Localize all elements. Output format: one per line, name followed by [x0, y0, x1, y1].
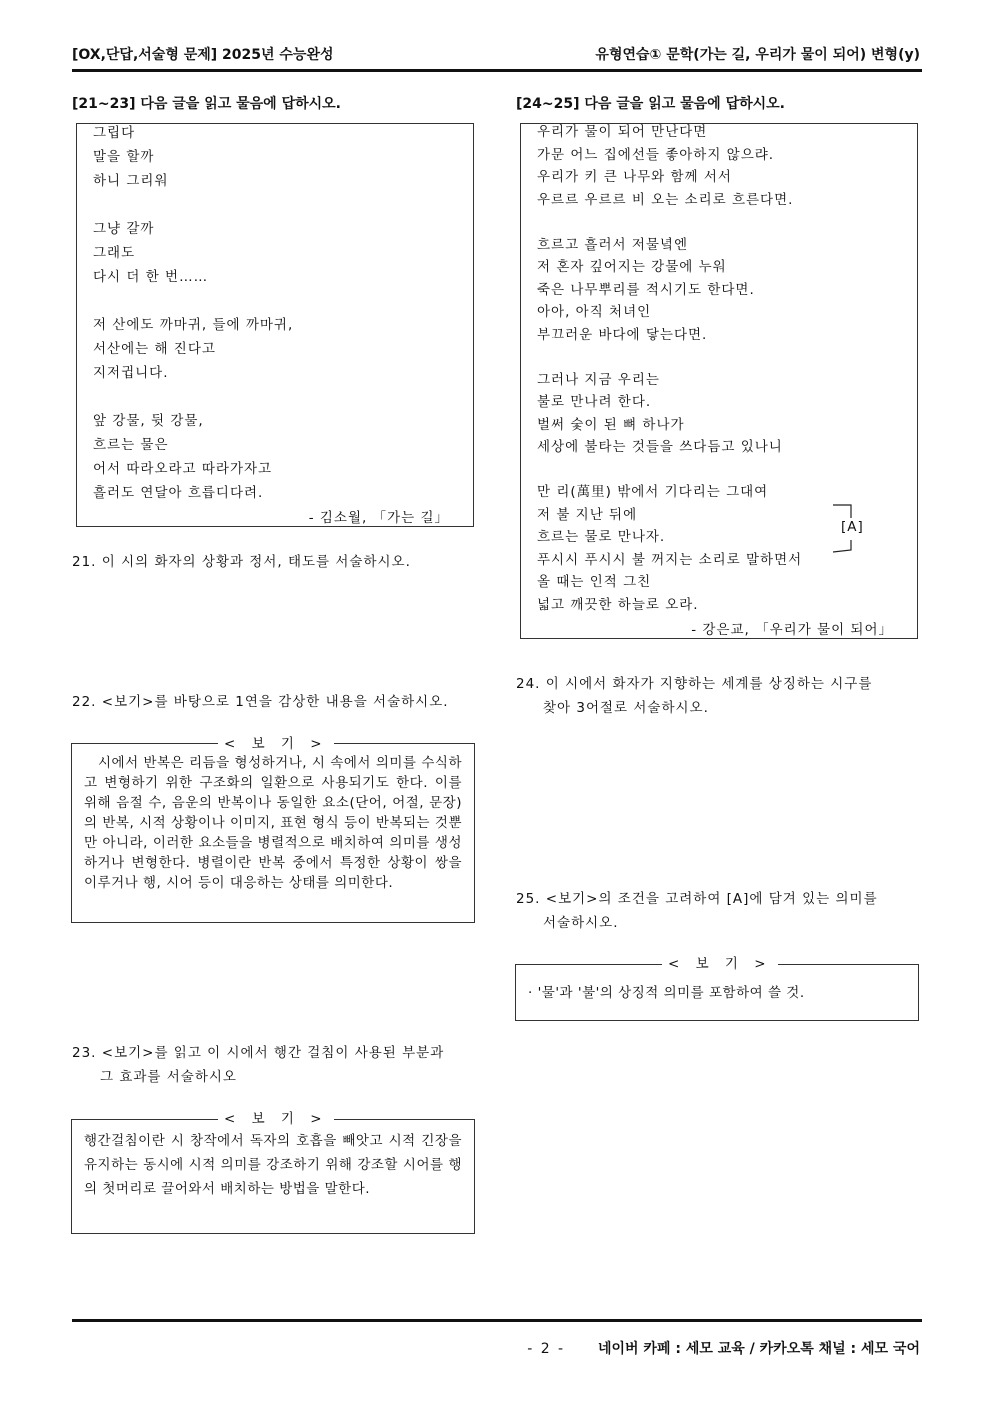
header-right-title: 유형연습① 문학(가는 길, 우리가 물이 되어) 변형(y) — [595, 47, 920, 63]
poem1-line: 하니 그리워 — [93, 173, 169, 189]
poem1-line: 그래도 — [93, 245, 136, 261]
footer-rule — [72, 1319, 922, 1322]
bogi22-text: 시에서 반복은 리듬을 형성하거나, 시 속에서 의미를 수식하고 변형하기 위한 구조화의 일환으로 사용되기도 한다. 이를 위해 음절 수, 음운의 반복이나 동일한 요소(단어, 어절, 문장)의 반복, 시적 상황이나 이미지, 표현 형식 등이 반복되는 것뿐만 아니라, 이러한 요소들을 병렬적으로 배치하여 의미를 생성하거나 변형한다. 병렬이란 반복 중에서 특정한 상황이 쌍을 이루거나 행, 시어 등이 대응하는 상태를 의미한다. — [84, 755, 462, 891]
poem2-line: 저 혼자 깊어지는 강물에 누워 — [537, 259, 727, 275]
poem1-line: 말을 할까 — [93, 149, 155, 165]
poem2-line: 벌써 숯이 된 뼈 하나가 — [537, 416, 685, 433]
poem1-line: 그립다 — [93, 125, 136, 141]
poem2-line: 우르르 우르르 비 오는 소리로 흐른다면. — [537, 191, 794, 208]
poem2-line — [537, 459, 802, 482]
footer-text: 네이버 카페 : 세모 교육 / 카카오톡 채널 : 세모 국어 — [597, 1341, 920, 1357]
poem2-line: 올 때는 인적 그친 — [537, 574, 652, 590]
question-24-line2: 찾아 3어절로 서술하시오. — [543, 700, 709, 716]
poem2-line: 그러나 지금 우리는 — [537, 371, 660, 388]
header-rule — [72, 69, 922, 72]
poem2-line — [537, 346, 802, 369]
poem1-line: 흐르는 물은 — [93, 437, 169, 453]
poem2-line: 우리가 물이 되어 만난다면 — [537, 124, 708, 140]
bogi22-box — [71, 743, 475, 923]
bogi22-title: < 보 기 > — [218, 732, 334, 752]
question-22: 22. <보기>를 바탕으로 1연을 감상한 내용을 서술하시오. — [72, 694, 449, 710]
poem2-author: - 강은교, 「우리가 물이 되어」 — [691, 622, 893, 638]
poem1-box — [76, 123, 474, 527]
bracket-a-label: [A] — [841, 519, 864, 535]
poem2-box — [520, 123, 918, 639]
poem2-line: 푸시시 푸시시 불 꺼지는 소리로 말하면서 — [537, 551, 803, 568]
poem1-line — [93, 385, 293, 409]
poem2-line: 아아, 아직 처녀인 — [537, 304, 652, 320]
poem1-line — [93, 289, 293, 313]
poem1-line: 흘러도 연달아 흐릅디다려. — [93, 485, 264, 501]
poem1-line: 앞 강물, 뒷 강물, — [93, 413, 204, 429]
bogi25-title: < 보 기 > — [662, 952, 778, 972]
poem2-line: 만 리(萬里) 밖에서 기다리는 그대여 — [537, 484, 769, 500]
poem2-line: 죽은 나무뿌리를 적시기도 한다면. — [537, 281, 755, 298]
poem1-line: 서산에는 해 진다고 — [93, 341, 216, 357]
bogi23-box — [71, 1119, 475, 1234]
bogi23-text: 행간걸침이란 시 창작에서 독자의 호흡을 빼앗고 시적 긴장을 유지하는 동시에 시적 의미를 강조하기 위해 강조할 시어를 행의 첫머리로 끌어와서 배치하는 방법을 말한다. — [84, 1133, 462, 1197]
question-24-line1: 24. 이 시에서 화자가 지향하는 세계를 상징하는 시구를 — [516, 676, 873, 692]
header-left-title: [OX,단답,서술형 문제] 2025년 수능완성 — [72, 47, 334, 63]
poem2-line — [537, 211, 802, 234]
section1-title: [21~23] 다음 글을 읽고 물음에 답하시오. — [72, 96, 341, 112]
poem1-line: 어서 따라오라고 따라가자고 — [93, 461, 273, 477]
bogi25-box — [515, 964, 919, 1021]
page-number: - 2 - — [527, 1341, 566, 1357]
poem2-line: 가문 어느 집에선들 좋아하지 않으랴. — [537, 146, 775, 163]
poem2-line: 세상에 불타는 것들을 쓰다듬고 있나니 — [537, 439, 783, 455]
poem2-line: 저 불 지난 뒤에 — [537, 506, 638, 523]
poem2-line: 불로 만나려 한다. — [537, 394, 652, 410]
poem2-line: 넓고 깨끗한 하늘로 오라. — [537, 596, 699, 613]
bogi23-title: < 보 기 > — [218, 1107, 334, 1127]
poem1-line: 다시 더 한 번…… — [93, 269, 209, 285]
question-21: 21. 이 시의 화자의 상황과 정서, 태도를 서술하시오. — [72, 554, 411, 570]
section2-title: [24~25] 다음 글을 읽고 물음에 답하시오. — [516, 96, 785, 112]
bogi25-text: · '물'과 '불'의 상징적 의미를 포함하여 쓸 것. — [528, 985, 805, 1001]
poem1-lines — [93, 121, 293, 505]
question-25-line1: 25. <보기>의 조건을 고려하여 [A]에 담겨 있는 의미를 — [516, 891, 878, 907]
footer — [527, 1338, 920, 1358]
poem2-line: 우리가 키 큰 나무와 함께 서서 — [537, 169, 732, 185]
poem1-line — [93, 193, 293, 217]
poem1-line: 그냥 갈까 — [93, 221, 155, 237]
poem2-line: 흐르고 흘러서 저물녘엔 — [537, 236, 688, 253]
question-23-line1: 23. <보기>를 읽고 이 시에서 행간 걸침이 사용된 부분과 — [72, 1045, 445, 1061]
poem1-line: 저 산에도 까마귀, 들에 까마귀, — [93, 317, 294, 333]
question-23-line2: 그 효과를 서술하시오 — [100, 1069, 237, 1085]
poem1-line: 지저귑니다. — [93, 365, 169, 381]
poem2-line: 흐르는 물로 만나자. — [537, 529, 666, 545]
poem2-lines — [537, 121, 802, 616]
poem1-author: - 김소월, 「가는 길」 — [308, 510, 449, 526]
question-25-line2: 서술하시오. — [543, 915, 619, 931]
poem2-line: 부끄러운 바다에 닿는다면. — [537, 326, 708, 343]
